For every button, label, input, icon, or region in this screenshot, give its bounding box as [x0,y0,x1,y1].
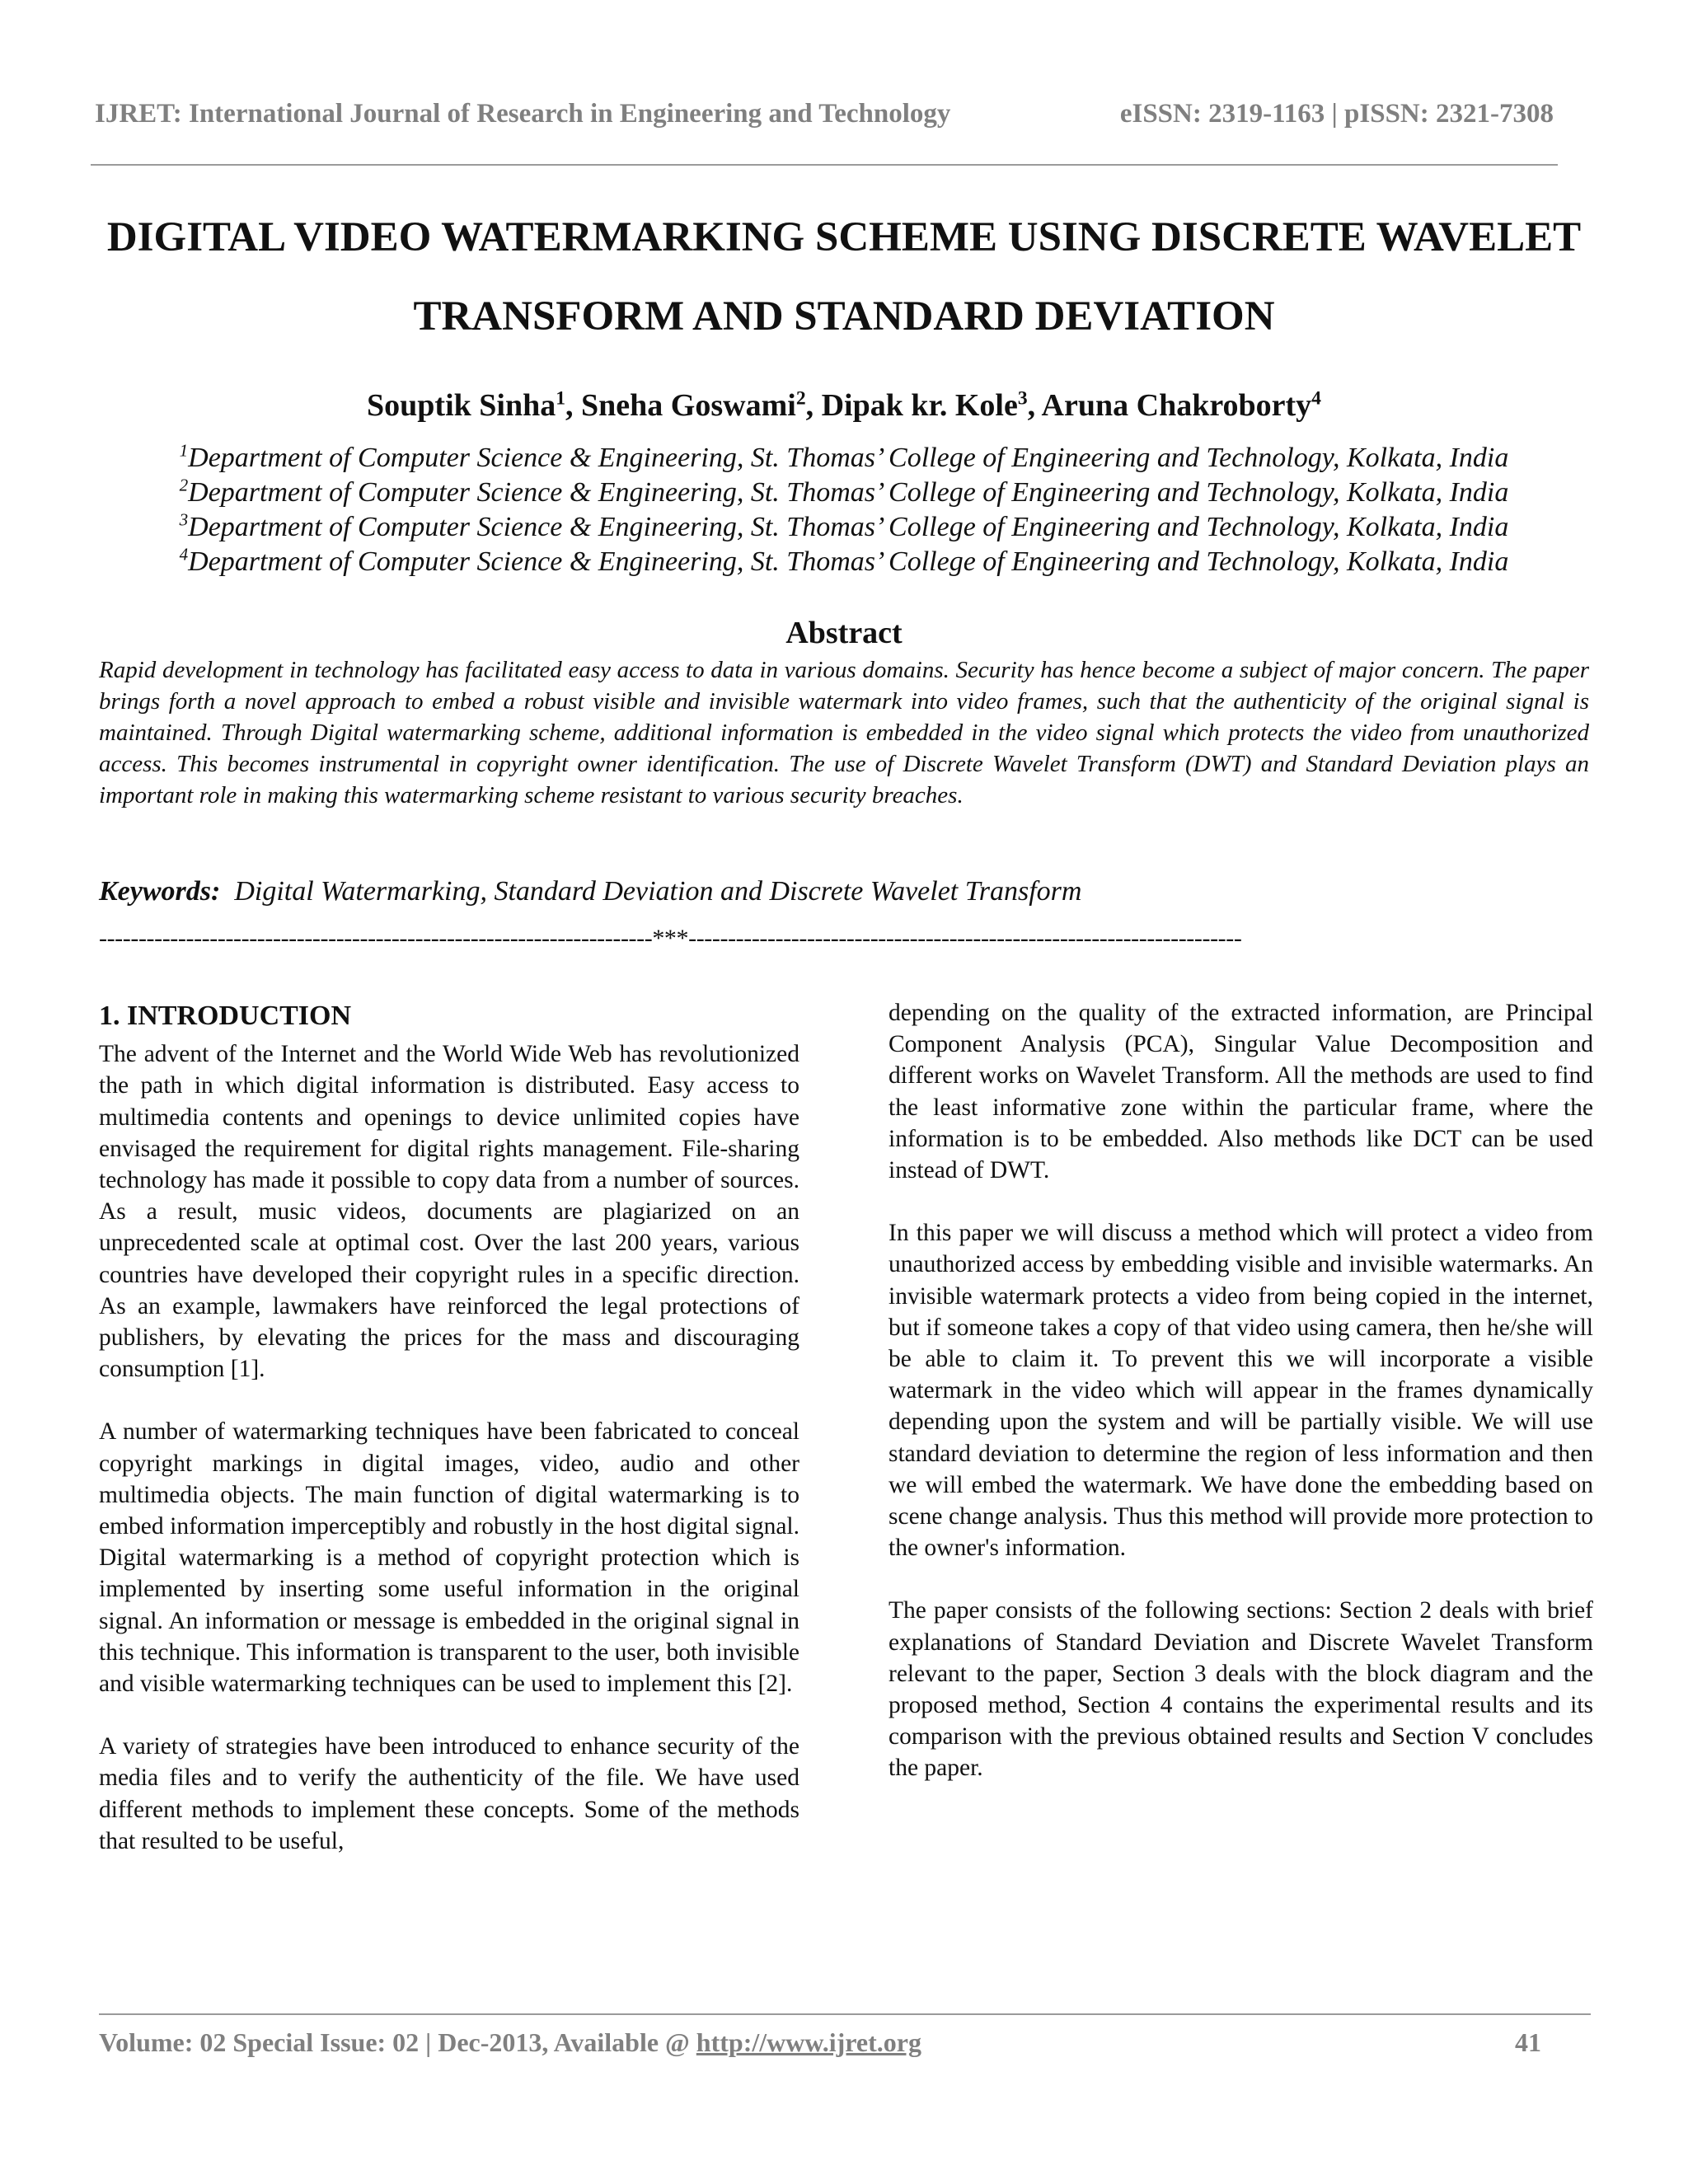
author-list [82,387,1606,424]
affiliation-text: Department of Computer Science & Engineering, St. Thomas’ College of Engineering and Technology, Kolkata, India [188,443,1509,473]
affiliation [82,476,1606,510]
footer-volume-text: Volume: 02 Special Issue: 02 | Dec-2013, Available @ [99,2027,696,2057]
abstract-heading: Abstract [785,616,903,650]
right-column [889,997,1593,1816]
body-paragraph: A variety of strategies have been introduced to enhance security of the media files and to verify the authenticity of the file. We have used different methods to implement these concepts. Some of the methods that resulted to be useful, [99,1733,799,1854]
author-sup: 4 [1311,387,1321,410]
keywords-text: Digital Watermarking, Standard Deviation and Discrete Wavelet Transform [234,876,1082,907]
body-paragraph: A number of watermarking techniques have been fabricated to conceal copyright markings in digital images, video, audio and other multimedia objects. The main function of digital watermarking is to embed information imperceptibly and robustly in the host digital signal. Digital watermarking is a method of copyright protection which is implemented by inserting some useful information in the original signal. An information or message is embedded in the original signal in this technique. This information is transparent to the user, both invisible and visible watermarking techniques can be used to implement this [2]. [99,1418,799,1698]
keywords-label: Keywords: [99,876,221,907]
page-number: 41 [1515,2027,1541,2057]
affiliation-sup: 3 [179,509,189,530]
issn-text: eISSN: 2319-1163 | pISSN: 2321-7308 [1119,99,1554,129]
section-separator: ----------------------------------------------------------------------***---------------------------------------------------------------------- [99,925,1242,952]
affiliation-sup: 2 [179,475,189,495]
author-separator: , [565,388,582,423]
affiliation-list [82,441,1606,579]
affiliation-text: Department of Computer Science & Engineering, St. Thomas’ College of Engineering and Technology, Kolkata, India [188,546,1509,577]
author-separator: , [805,388,822,423]
body-paragraph: The paper consists of the following sections: Section 2 deals with brief explanations of Standard Deviation and Discrete Wavelet Transform relevant to the paper, Section 3 deals with the block diagram and the proposed method, Section 4 contains the experimental results and its comparison with the previous obtained results and Section V concludes the paper. [889,1597,1593,1782]
body-paragraph: The advent of the Internet and the World Wide Web has revolutionized the path in which digital information is distributed. Easy access to multimedia contents and openings to device unlimited copies have envisaged the requirement for digital rights management. File-sharing technology has made it possible to copy data from a number of sources. As a result, music videos, documents are plagiarized on an unprecedented scale at optimal cost. Over the last 200 years, various countries have developed their copyright rules in a specific direction. As an example, lawmakers have reinforced the legal protections of publishers, by elevating the prices for the mass and discouraging consumption [1]. [99,1041,799,1383]
affiliation-text: Department of Computer Science & Engineering, St. Thomas’ College of Engineering and Technology, Kolkata, India [188,512,1509,542]
body-paragraph: In this paper we will discuss a method which will protect a video from unauthorized access by embedding visible and invisible watermarks. An invisible watermark protects a video from being copied in the internet, but if someone takes a copy of that video using camera, then he/she will be able to claim it. To prevent this we will incorporate a visible watermark in the video which will appear in the frames dynamically depending upon the system and will be partially visible. We will use standard deviation to determine the region of less information and then we will embed the watermark. We have done the embedding based on scene change analysis. Thus this method will provide more protection to the owner's information. [889,1220,1593,1562]
section-heading: 1. INTRODUCTION [99,1001,352,1031]
author-sup: 2 [795,387,806,410]
affiliation [82,441,1606,476]
affiliation-sup: 1 [179,440,189,461]
affiliation-text: Department of Computer Science & Engineering, St. Thomas’ College of Engineering and Technology, Kolkata, India [188,477,1509,508]
author-separator: , [1027,388,1042,423]
running-header [95,99,1554,129]
left-column [99,994,799,1888]
author-name: Aruna Chakroborty [1041,388,1312,423]
author-name: Souptik Sinha [367,388,556,423]
header-rule [91,164,1558,166]
author-name: Dipak kr. Kole [821,388,1018,423]
paper-title: DIGITAL VIDEO WATERMARKING SCHEME USING DISCRETE WAVELET TRANSFORM AND STANDARD DEVIATION [106,214,1582,340]
footer-rule [99,2013,1591,2015]
page-footer [99,2027,1541,2058]
abstract-text: Rapid development in technology has facilitated easy access to data in various domains. Security has hence become a subject of major concern. The paper brings forth a novel approach to embed a robust visible and invisible watermark into video frames, such that the authenticity of the original signal is maintained. Through Digital watermarking scheme, additional information is embedded in the video signal which protects the video from unauthorized access. This becomes instrumental in copyright owner identification. The use of Discrete Wavelet Transform (DWT) and Standard Deviation plays an important role in making this watermarking scheme resistant to various security breaches. [99,657,1589,808]
footer-volume [99,2027,921,2058]
author-name: Sneha Goswami [581,388,796,423]
affiliation-sup: 4 [179,544,189,565]
affiliation [82,510,1606,545]
journal-name: IJRET: International Journal of Research in Engineering and Technology [95,99,951,129]
keywords [99,876,1589,907]
author-sup: 3 [1017,387,1028,410]
affiliation [82,545,1606,579]
body-paragraph: depending on the quality of the extracted information, are Principal Component Analysis (PCA), Singular Value Decomposition and different works on Wavelet Transform. All the methods are used to find the least informative zone within the particular frame, where the information is to be embedded. Also methods like DCT can be used instead of DWT. [889,1000,1593,1184]
author-sup: 1 [556,387,566,410]
journal-link[interactable]: http://www.ijret.org [696,2027,921,2057]
